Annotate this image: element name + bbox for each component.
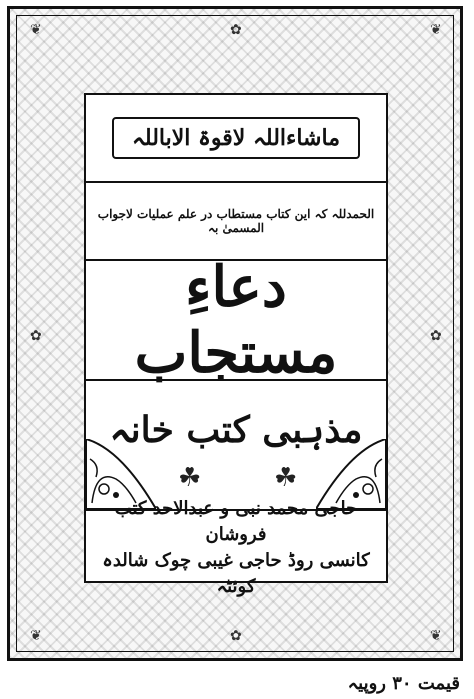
- border-ornament-icon: ✿: [430, 328, 442, 344]
- border-ornament-icon: ✿: [30, 328, 42, 344]
- publisher-band: [86, 381, 386, 511]
- price-label: قیمت ۳۰ روپیہ: [347, 673, 460, 694]
- border-ornament-icon: ✿: [230, 628, 242, 644]
- leaf-icon: ☘: [178, 463, 202, 493]
- border-ornament-icon: ❦: [430, 628, 442, 644]
- publisher-name: مذہبی کتب خانہ: [109, 409, 363, 451]
- leaf-icon: ☘: [274, 463, 298, 493]
- cover-frame: [84, 93, 388, 597]
- title-band: [86, 254, 386, 386]
- border-ornament-icon: ✿: [230, 22, 242, 38]
- border-ornament-icon: ❦: [30, 22, 42, 38]
- address-band: [86, 498, 386, 597]
- subtitle-band: [86, 183, 386, 261]
- slogan: ماشاءاللہ لاقوۃ الاباللہ: [112, 117, 360, 159]
- address-line-1: حاجی محمد نبی و عبدالاحد کتب فروشان: [114, 498, 358, 545]
- border-ornament-icon: ❦: [30, 628, 42, 644]
- subtitle: الحمدللہ کہ این کتاب مستطاب در علم عملیات لاجواب المسمیٰ بہ: [97, 207, 375, 235]
- border-ornament-icon: ❦: [430, 22, 442, 38]
- book-title: دعاءِ مستجاب: [134, 254, 338, 386]
- address-line-2: کانسی روڈ حاجی غیبی چوک شالدہ کوئٹہ: [102, 550, 370, 597]
- slogan-band: [86, 95, 386, 183]
